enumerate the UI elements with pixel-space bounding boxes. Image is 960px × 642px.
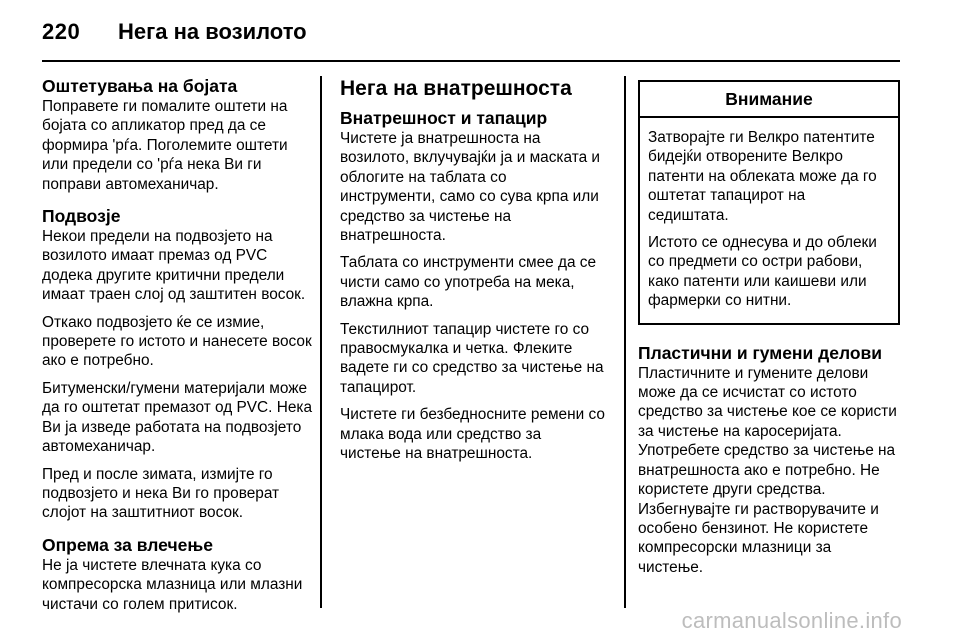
paragraph: Таблата со инструменти смее да се чисти само со употреба на мека, влажна крпа.: [340, 254, 597, 311]
column-divider-left: [320, 76, 322, 608]
paragraph: Битуменски/гумени материјали може да го оштетат премазот од PVC. Нека Ви ја изведе работата на подвозјето автомеханичар.: [42, 379, 313, 456]
chapter-heading: Нега на внатрешноста: [340, 77, 572, 100]
paragraph: Не ја чистете влечната кука со компресорска млазница или млазни чистачи со голем притисок.: [42, 556, 303, 613]
section-heading: Внатрешност и тапацир: [340, 108, 548, 128]
warning-title: Внимание: [640, 82, 898, 118]
paragraph: Истото се однесува и до облеки со предмети со остри рабови, како патенти или каишеви или фармерки со нитни.: [648, 234, 877, 310]
warning-body: [640, 118, 898, 323]
section-heading: Подвозје: [42, 206, 121, 227]
section-towing-equipment: [42, 535, 312, 614]
section-interior: [340, 108, 606, 464]
watermark: carmanualsonline.info: [681, 608, 902, 633]
paragraph: Затворајте ги Велкро патентите бидејќи отворените Велкро патенти на облеката може да го оштетат тапацирот на седиштата.: [648, 129, 877, 224]
header-divider: [42, 60, 900, 62]
section-heading: Пластични и гумени делови: [638, 342, 883, 363]
page-title: Нега на возилото: [118, 19, 307, 44]
section-underbody: [42, 206, 312, 523]
section-plastic-rubber: [638, 343, 900, 577]
column-middle: [340, 76, 606, 476]
paragraph: Чистете ги безбедносните ремени со млака вода или средство за чистење на внатрешноста.: [340, 406, 605, 463]
paragraph: Чистете ја внатрешноста на возилото, вклучувајќи ја и маската и облогите на таблата со инструменти, само со сува крпа или средство за чистење на внатрешноста.: [340, 130, 601, 245]
page-header: [42, 14, 307, 50]
paragraph: Поправете ги помалите оштети на бојата со апликатор пред да се формира 'рѓа. Поголемите оштети или предели со 'рѓа нека Ви ги поправи автомеханичар.: [42, 98, 288, 193]
section-heading: Оштетувања на бојата: [42, 76, 238, 96]
paragraph: Откако подвозјето ќе се измие, проверете го истото и нанесете восок ако е потребно.: [42, 313, 312, 370]
paragraph: Текстилниот тапацир чистете го со правосмукалка и четка. Флеките вадете ги со средство за чистење на тапацирот.: [340, 320, 604, 396]
column-right: [638, 80, 900, 589]
column-divider-right: [624, 76, 626, 608]
column-left: [42, 76, 312, 626]
paragraph: Пред и после зимата, измијте го подвозјето и нека Ви го проверат слојот на заштитниот восок.: [42, 465, 280, 522]
warning-box: [638, 80, 900, 325]
paragraph: Некои предели на подвозјето на возилото имаат премаз од PVC додека другите критични предели имаат траен слој од заштитен восок.: [42, 228, 306, 304]
section-heading: Опрема за влечење: [42, 534, 213, 555]
page-number: 220: [42, 19, 81, 44]
paragraph: Пластичните и гумените делови може да се исчистат со истото средство за чистење кое се користи за чистење на каросеријата. Употребете средство за чистење на внатрешноста ако е потребно. Не користете други средства. Избегнувајте ги растворувачите и особено бензинот. Не користете компресорски млазници за чистење.: [638, 364, 897, 576]
section-paint-damage: [42, 76, 312, 194]
